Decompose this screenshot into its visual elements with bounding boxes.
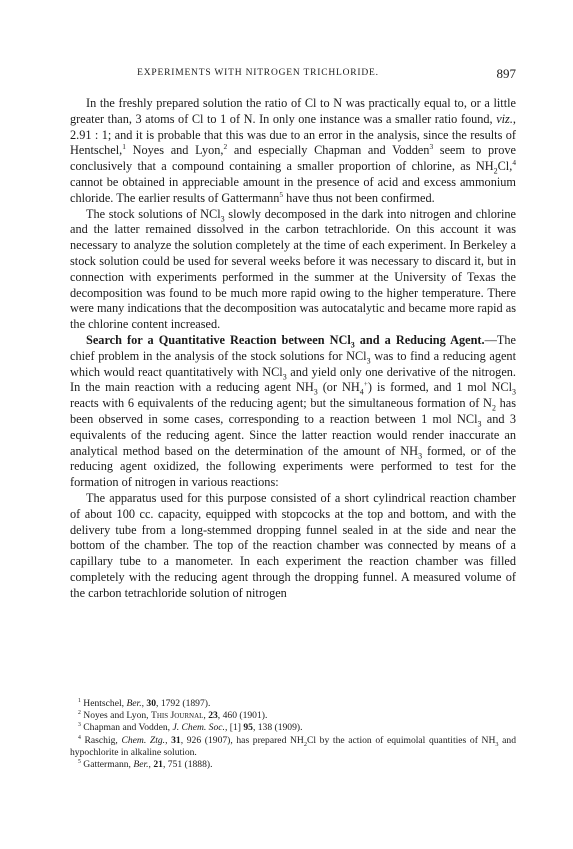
text-run: Raschig, (80, 734, 122, 746)
text-run: , 138 (1909). (252, 722, 303, 734)
subscript: 2 (493, 166, 498, 176)
text-run: , 751 (1888). (162, 759, 213, 771)
text-run: Noyes and Lyon, (80, 710, 151, 722)
footnote-number: 4 (78, 734, 81, 741)
text-run: The apparatus used for this purpose consisted of a short cylindrical reaction chamber of about 100 cc. capacity, equipped with stopcocks at the top and bottom, and with the delivery tube from a long-stemmed dropping funnel sealed in at the side and near the bottom of the chamber. The top of the reaction chamber was connected by means of a capillary tube to a manometer. In each experiment the reaction chamber was filled completely with the reducing agent through the dropping funnel. A measured volume of the carbon tetrachloride solution of nitrogen (70, 490, 516, 600)
running-head: EXPERIMENTS WITH NITROGEN TRICHLORIDE. (137, 68, 379, 78)
text-run: Noyes and Lyon, (125, 143, 224, 158)
text-run: formed, or of the reducing agent oxidized, the following experiments were performed to test for the formation of nitrogen in various reactions: (70, 443, 516, 490)
text-run: , (203, 710, 209, 722)
heading-text: and a Reducing Agent. (354, 332, 485, 347)
subscript: 2 (303, 740, 307, 748)
subscript: 3 (512, 387, 517, 397)
footnote-ref: 3 (429, 142, 434, 152)
paragraph-3 (70, 333, 516, 491)
text-run: Cl, (497, 159, 513, 174)
text-run: , (148, 759, 154, 771)
subscript: 4 (359, 387, 364, 397)
text-run: seem to prove conclusively that a compound containing a smaller proportion of chlorine, as NH (70, 143, 516, 174)
text-run: The stock solutions of NCl (86, 206, 221, 221)
text-run: —The chief problem in the analysis of the stock solutions for NCl (70, 332, 516, 363)
footnote-ref: 5 (279, 189, 284, 199)
text-run: was to find a reducing agent which would react quantitatively with NCl (70, 348, 516, 379)
text-run: , [1] (224, 722, 244, 734)
journal-name: Ber. (133, 759, 149, 771)
volume: 31 (171, 734, 181, 746)
superscript: + (363, 379, 368, 389)
text-run: In the freshly prepared solution the ratio of Cl to N was practically equal to, or a little greater than, 3 atoms of Cl to 1 of N. In only one instance was a smaller ratio found, (70, 96, 516, 126)
footnote-4 (70, 735, 516, 759)
journal-name: Chem. Ztg. (121, 734, 166, 746)
text-run: Cl by the action of equimolal quantities of NH (306, 734, 496, 746)
footnote-number: 5 (78, 758, 81, 765)
journal-name: Ber. (126, 698, 142, 709)
body-text (70, 96, 516, 602)
volume: 21 (153, 759, 163, 771)
footnote-ref: 4 (512, 158, 516, 168)
text-run: and especially Chapman and Vodden (227, 143, 430, 158)
text-run: ) is formed, and 1 mol NCl (367, 380, 513, 395)
subscript: 2 (491, 403, 496, 413)
subscript: 3 (282, 372, 287, 381)
paragraph-2 (70, 207, 516, 333)
journal-name: This Journal (150, 710, 204, 722)
text-run: reacts with 6 equivalents of the reducing agent; but the simultaneous formation of N (70, 396, 492, 411)
text-run: and 3 equivalents of the reducing agent. Since the latter reaction would render inaccurate an analytical method based on the determination of the amount of NH (70, 411, 516, 458)
text-run: (or NH (317, 380, 360, 395)
subscript: 3 (366, 356, 371, 366)
text-run: has been observed in some cases, corresponding to a reaction between 1 mol NCl (70, 396, 516, 426)
footnotes (70, 698, 516, 771)
italic-viz: viz. (496, 111, 513, 126)
text-run: , 2.91 : 1; and it is probable that this was due to an error in the analysis, since the results of Hentschel, (70, 111, 516, 158)
page-number: 897 (496, 66, 516, 81)
text-run: , 460 (1901). (217, 710, 268, 722)
subscript: 3 (350, 340, 355, 350)
subscript: 3 (477, 419, 482, 429)
footnote-5 (70, 759, 516, 771)
text-run: and yield only one derivative of the nitrogen. In the main reaction with a reducing agent NH (70, 364, 516, 395)
subscript: 3 (313, 387, 318, 397)
text-run: Hentschel, (80, 698, 127, 709)
text-run: and hypochlorite in alkaline solution. (70, 734, 517, 758)
heading-text: Search for a Quantitative Reaction between NCl (86, 332, 351, 347)
text-run: Chapman and Vodden, (80, 722, 173, 734)
footnote-ref: 2 (223, 142, 228, 152)
paragraph-1 (70, 96, 516, 207)
text-run: slowly decomposed in the dark into nitrogen and chlorine and the latter remained dissolved in the carbon tetrachloride. On this account it was necessary to analyze the solution completely at the time of each experiment. In Berkeley a stock solution could be used for several weeks before it was necessary to discard it, but in connection with experiments performed in the summer at the University of Texas the decomposition was found to be much more rapid owing to the higher temperature. There were many indications that the decomposition was autocatalytic and became more rapid as the chlorine content increased. (70, 206, 516, 332)
volume: 95 (243, 722, 253, 734)
footnote-number: 2 (78, 710, 81, 717)
volume: 23 (208, 710, 218, 722)
text-run: , (165, 734, 172, 746)
subscript: 3 (495, 740, 499, 748)
footnote-3 (70, 722, 516, 734)
journal-name: J. Chem. Soc. (172, 722, 225, 734)
text-run: have thus not been confirmed. (283, 190, 435, 205)
text-run: , 1792 (1897). (156, 698, 211, 709)
subscript: 3 (220, 214, 225, 224)
text-run: Gattermann, (80, 759, 134, 771)
volume: 30 (146, 698, 157, 709)
text-run: , 926 (1907), has prepared NH (180, 734, 304, 746)
footnote-2 (70, 710, 516, 722)
footnote-ref: 1 (122, 142, 126, 152)
subscript: 3 (418, 450, 423, 460)
paragraph-4 (70, 491, 516, 602)
footnote-number: 1 (78, 697, 81, 704)
page-header (70, 66, 516, 82)
footnote-1 (70, 698, 516, 710)
footnote-number: 3 (78, 722, 81, 729)
text-run: cannot be obtained in appreciable amount in the presence of acid and excess ammonium chloride. The earlier results of Gattermann (70, 174, 516, 205)
text-run: , (141, 698, 147, 709)
